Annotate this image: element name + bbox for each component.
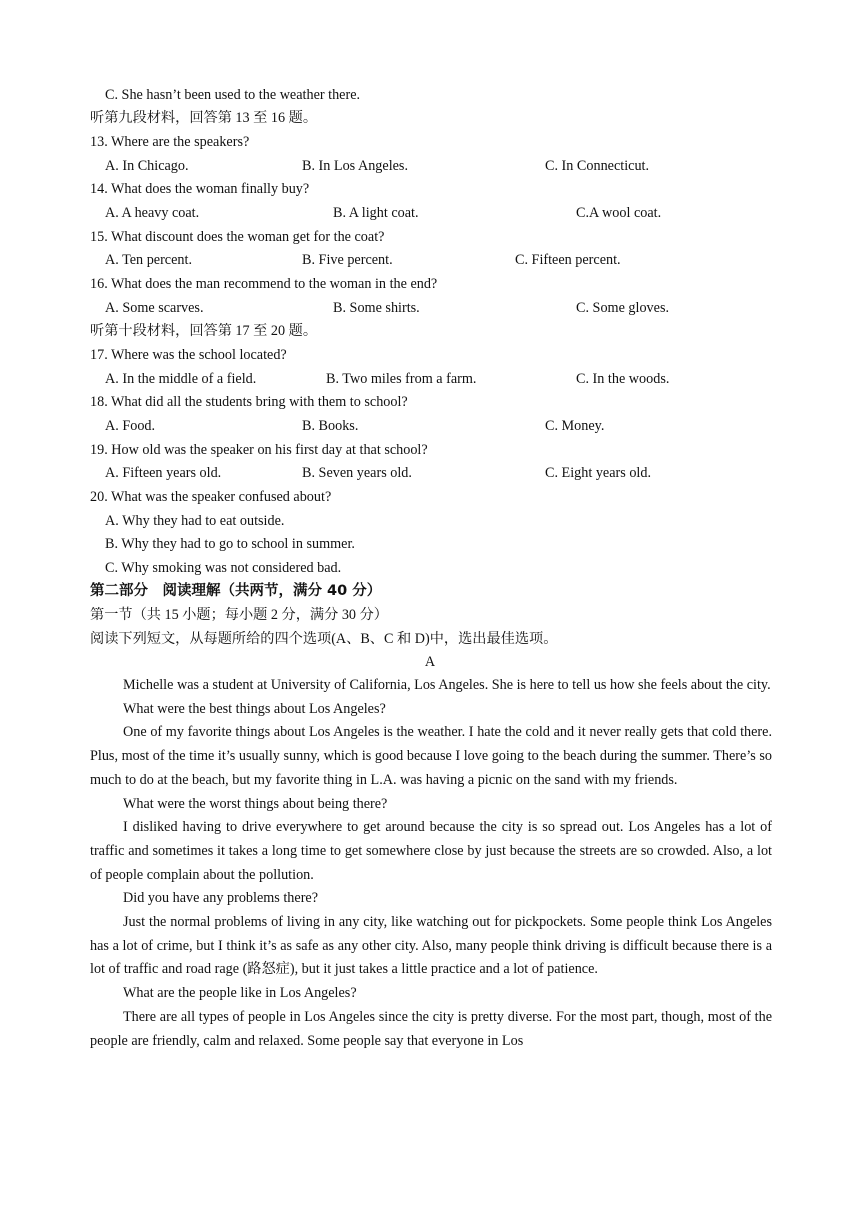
q17-option-a: A. In the middle of a field. bbox=[105, 371, 257, 387]
passage-paragraph: Michelle was a student at University of California, Los Angeles. She is here to tell us how she feels about the city. bbox=[123, 677, 771, 693]
section9-heading: 听第九段材料，回答第 13 至 16 题。 bbox=[90, 110, 318, 126]
q17-option-c: C. In the woods. bbox=[576, 371, 670, 387]
q19-option-a: A. Fifteen years old. bbox=[105, 465, 222, 481]
passage-body bbox=[90, 674, 772, 1053]
section10-heading: 听第十段材料，回答第 17 至 20 题。 bbox=[90, 323, 318, 339]
q18-option-c: C. Money. bbox=[545, 418, 605, 434]
q19-option-c: C. Eight years old. bbox=[545, 465, 651, 481]
q16-stem: 16. What does the man recommend to the woman in the end? bbox=[90, 276, 438, 292]
q18-option-b: B. Books. bbox=[302, 418, 359, 434]
passage-question: Did you have any problems there? bbox=[123, 890, 319, 907]
passage-paragraph: Just the normal problems of living in any city, like watching out for pickpockets. Some people think Los Angeles has a lot of crime, but I think it’s as safe as any other city. Also, many people think driving is difficult because there is a lot of traffic and road rage (路怒症), but it just takes a little practice and a lot of patience. bbox=[90, 914, 772, 978]
passage-label: A bbox=[424, 654, 436, 670]
q13-option-b: B. In Los Angeles. bbox=[302, 158, 409, 174]
reading-instructions: 阅读下列短文，从每题所给的四个选项(A、B、C 和 D)中，选出最佳选项。 bbox=[90, 631, 558, 647]
q15-option-a: A. Ten percent. bbox=[105, 252, 192, 268]
q14-stem: 14. What does the woman finally buy? bbox=[90, 181, 310, 197]
passage-paragraph: There are all types of people in Los Angeles since the city is pretty diverse. For the most part, though, most of the people are friendly, calm and relaxed. Some people say that everyone in Los bbox=[90, 1008, 772, 1049]
passage-question: What were the worst things about being there? bbox=[123, 795, 388, 812]
q18-option-a: A. Food. bbox=[105, 418, 156, 434]
q19-stem: 19. How old was the speaker on his first day at that school? bbox=[90, 442, 428, 458]
q17-stem: 17. Where was the school located? bbox=[90, 347, 287, 363]
q14-option-b: B. A light coat. bbox=[333, 205, 419, 221]
q12-option-c: C. She hasn’t been used to the weather there. bbox=[105, 87, 361, 103]
q20-option-b: B. Why they had to go to school in summer. bbox=[105, 536, 355, 552]
q14-option-c: C.A wool coat. bbox=[576, 205, 662, 221]
passage-paragraph: I disliked having to drive everywhere to get around because the city is so spread out. Los Angeles has a lot of traffic and sometimes it takes a long time to get somewhere close by just because the streets are so crowded. Also, a lot of people complain about the pollution. bbox=[90, 819, 772, 883]
q20-option-a: A. Why they had to eat outside. bbox=[105, 513, 285, 529]
q13-option-a: A. In Chicago. bbox=[105, 158, 189, 174]
q17-option-b: B. Two miles from a farm. bbox=[326, 371, 477, 387]
q16-option-a: A. Some scarves. bbox=[105, 300, 204, 316]
section1-title: 第一节（共 15 小题；每小题 2 分，满分 30 分） bbox=[90, 607, 388, 623]
passage-paragraph: One of my favorite things about Los Angeles is the weather. I hate the cold and it never really gets that cold there. Plus, most of the time it’s usually sunny, which is good because I love going to the beach during the summer. There’s so much to do at the beach, but my favorite thing in L.A. was having a picnic on the sand with my friends. bbox=[90, 724, 772, 788]
passage-question: What were the best things about Los Angeles? bbox=[123, 700, 386, 717]
q14-option-a: A. A heavy coat. bbox=[105, 205, 200, 221]
q13-option-c: C. In Connecticut. bbox=[545, 158, 650, 174]
passage-question: What are the people like in Los Angeles? bbox=[123, 985, 357, 1002]
q15-stem: 15. What discount does the woman get for the coat? bbox=[90, 229, 385, 245]
part2-title: 第二部分 阅读理解（共两节，满分 40 分） bbox=[90, 583, 382, 599]
q18-stem: 18. What did all the students bring with them to school? bbox=[90, 394, 408, 410]
q19-option-b: B. Seven years old. bbox=[302, 465, 412, 481]
q16-option-b: B. Some shirts. bbox=[333, 300, 420, 316]
q13-stem: 13. Where are the speakers? bbox=[90, 134, 250, 150]
q20-stem: 20. What was the speaker confused about? bbox=[90, 489, 332, 505]
q16-option-c: C. Some gloves. bbox=[576, 300, 670, 316]
q15-option-b: B. Five percent. bbox=[302, 252, 393, 268]
q15-option-c: C. Fifteen percent. bbox=[515, 252, 621, 268]
q20-option-c: C. Why smoking was not considered bad. bbox=[105, 560, 342, 576]
